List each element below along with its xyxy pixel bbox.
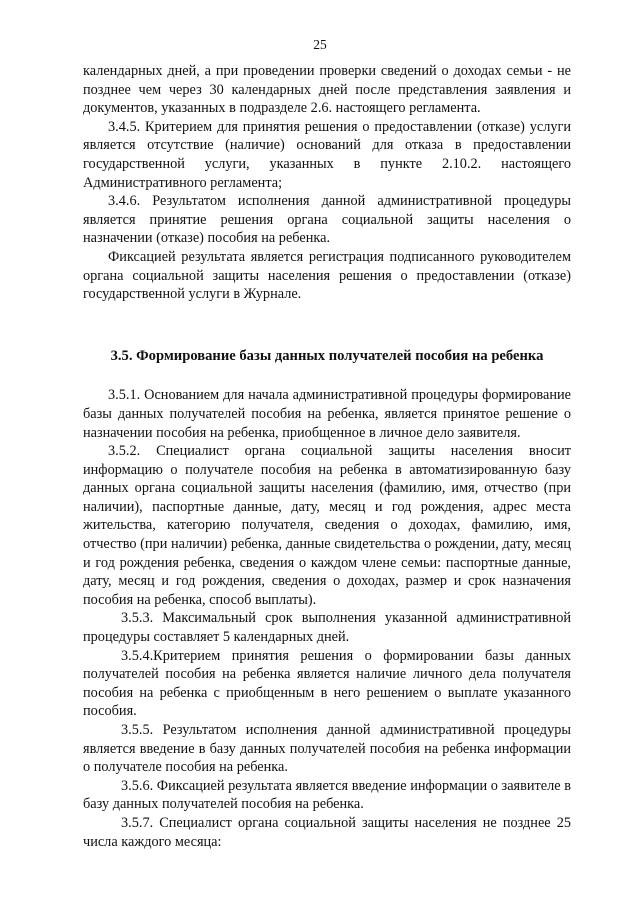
paragraph-3-5-7: 3.5.7. Специалист органа социальной защиты населения не позднее 25 числа каждого месяца:: [83, 814, 571, 850]
paragraph-3-4-5: 3.4.5. Критерием для принятия решения о предоставлении (отказе) услуги является отсутствие (наличие) оснований для отказа в предоставлении государственной услуги, указанных в пункте 2.10.2. настоящего Административного регламента;: [83, 118, 571, 191]
paragraph-3-5-1: 3.5.1. Основанием для начала административной процедуры формирование базы данных получателей пособия на ребенка, является принятое решение о назначении пособия на ребенка, приобщенное в личное дело заявителя.: [83, 387, 571, 441]
paragraph-3-5-5: 3.5.5. Результатом исполнения данной административной процедуры является введение в базу данных получателей пособия на ребенка информации о получателе пособия на ребенка.: [83, 722, 571, 776]
section-heading: 3.5. Формирование базы данных получателей пособия на ребенка: [110, 347, 544, 364]
paragraph-3-5-2: 3.5.2. Специалист органа социальной защиты населения вносит информацию о получателе пособия на ребенка в автоматизированную базу данных органа социальной защиты населения (фамилию, имя, отчество (при наличии), паспортные данные, дату, месяц и год рождения, адрес места жительства, категорию получателя, сведения о доходах, фамилию, имя, отчество (при наличии) ребенка, данные свидетельства о рождении, дату, месяц и год рождения ребенка, сведения о каждом члене семьи: паспортные данные, дату, месяц и год рождения, сведения о доходах, размер и срок назначения пособия на ребенка, способ выплаты).: [83, 443, 571, 608]
paragraph-3-4-6: 3.4.6. Результатом исполнения данной административной процедуры является принятие решения органа социальной защиты населения о назначении (отказе) пособия на ребенка.: [83, 193, 571, 247]
paragraph-3-5-4: 3.5.4.Критерием принятия решения о формировании базы данных получателей пособия на ребенка является наличие личного дела получателя пособия на ребенка с приобщенным в него решением о выплате указанного пособия.: [83, 647, 571, 720]
paragraph-3-5-6: 3.5.6. Фиксацией результата является введение информации о заявителе в базу данных получателей пособия на ребенка.: [83, 777, 571, 813]
page-content: [83, 62, 571, 851]
paragraph-continuation: календарных дней, а при проведении проверки сведений о доходах семьи - не позднее чем через 30 календарных дней после представления заявления и документов, указанных в подразделе 2.6. настоящего регламента.: [83, 63, 571, 117]
paragraph-fixation: Фиксацией результата является регистрация подписанного руководителем органа социальной защиты населения решения о предоставлении (отказе) государственной услуги в Журнале.: [83, 248, 571, 303]
page-number: 25: [313, 37, 327, 52]
paragraph-3-5-3: 3.5.3. Максимальный срок выполнения указанной административной процедуры составляет 5 календарных дней.: [83, 610, 571, 646]
